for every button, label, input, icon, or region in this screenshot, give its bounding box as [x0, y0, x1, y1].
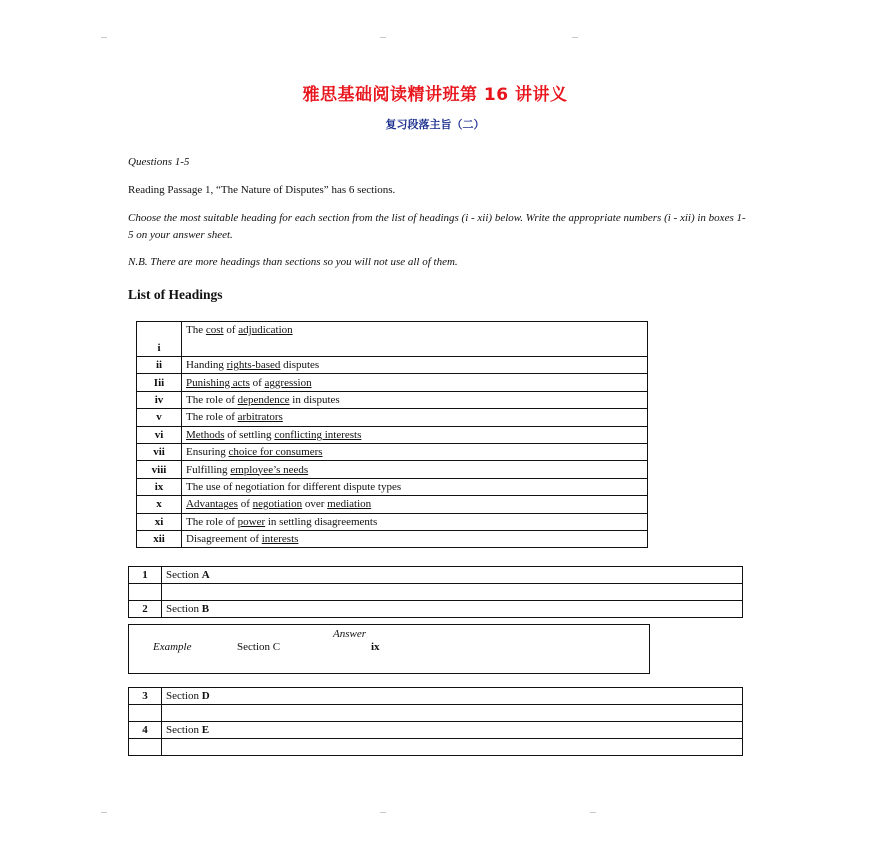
heading-text-segment: Handing: [186, 359, 227, 372]
section-row: [129, 601, 743, 618]
heading-text: [182, 478, 648, 495]
heading-text: [182, 357, 648, 374]
example-box: [128, 624, 650, 674]
heading-number: i: [137, 322, 182, 357]
heading-text-segment: choice for consumers: [228, 446, 323, 459]
heading-text: [182, 461, 648, 478]
heading-text-segment: Advantages: [186, 498, 238, 511]
heading-text-segment: Disagreement of: [186, 533, 262, 546]
section-label: Section B: [162, 601, 743, 618]
heading-number: viii: [137, 461, 182, 478]
heading-number: v: [137, 409, 182, 426]
questions-label: Questions 1-5: [128, 156, 190, 168]
heading-text: [182, 426, 648, 443]
example-answer: ix: [371, 641, 380, 653]
heading-text-segment: in settling disagreements: [265, 515, 378, 528]
heading-row: [137, 409, 648, 426]
heading-row: [137, 374, 648, 391]
heading-text-segment: The role of: [186, 411, 238, 424]
heading-text-segment: Fulfilling: [186, 463, 231, 476]
answer-row: [129, 584, 743, 601]
heading-text-segment: of: [249, 376, 265, 389]
heading-text-segment: disputes: [280, 359, 320, 372]
corner-mark: [101, 37, 107, 38]
answer-row: [129, 705, 743, 722]
heading-text-segment: cost: [205, 324, 224, 336]
answer-cell[interactable]: [162, 705, 743, 722]
heading-text: [182, 374, 648, 391]
heading-number: xi: [137, 513, 182, 530]
corner-mark: [380, 812, 386, 813]
heading-number: vii: [137, 443, 182, 460]
answer-label: Answer: [333, 628, 366, 640]
heading-row: [137, 496, 648, 513]
note: N.B. There are more headings than sections so you will not use all of them.: [128, 256, 458, 268]
corner-mark: [101, 812, 107, 813]
answer-cell[interactable]: [162, 584, 743, 601]
heading-row: [137, 530, 648, 547]
heading-text-segment: adjudication: [238, 324, 293, 336]
heading-text-segment: dependence: [237, 393, 290, 406]
heading-text-segment: arbitrators: [237, 411, 283, 424]
heading-text-segment: negotiation: [252, 498, 303, 511]
section-number: 1: [129, 567, 162, 584]
page-subtitle: 复习段落主旨（二）: [385, 118, 485, 131]
heading-number: vi: [137, 426, 182, 443]
heading-row: [137, 357, 648, 374]
heading-text-segment: interests: [261, 533, 299, 546]
section-number: 4: [129, 722, 162, 739]
heading-number: iv: [137, 391, 182, 408]
example-section: Section C: [237, 641, 281, 653]
heading-text-segment: Ensuring: [186, 446, 229, 459]
heading-text: [182, 496, 648, 513]
heading-row: [137, 322, 648, 357]
heading-row: [137, 513, 648, 530]
answer-cell[interactable]: [162, 739, 743, 756]
heading-row: [137, 443, 648, 460]
heading-text-segment: employee’s needs: [230, 463, 309, 476]
heading-text: [182, 409, 648, 426]
heading-text: [182, 443, 648, 460]
heading-text-segment: The: [186, 324, 206, 336]
passage-intro: Reading Passage 1, “The Nature of Disputes” has 6 sections.: [128, 184, 396, 196]
heading-text: [182, 322, 648, 357]
heading-text-segment: The role of: [186, 393, 238, 406]
list-heading: List of Headings: [128, 287, 223, 302]
heading-number: ii: [137, 357, 182, 374]
heading-row: [137, 391, 648, 408]
heading-text-segment: power: [237, 515, 266, 528]
section-number: 3: [129, 688, 162, 705]
heading-text: [182, 530, 648, 547]
heading-row: [137, 478, 648, 495]
heading-text-segment: of: [223, 324, 239, 336]
section-row: [129, 567, 743, 584]
heading-text-segment: The use of negotiation for different dispute types: [186, 480, 402, 493]
heading-number: ix: [137, 478, 182, 495]
heading-text: [182, 513, 648, 530]
headings-table: [136, 321, 648, 548]
heading-row: [137, 426, 648, 443]
answer-cell-num: [129, 705, 162, 722]
heading-text-segment: The role of: [186, 515, 238, 528]
heading-text-segment: conflicting interests: [274, 428, 362, 441]
corner-mark: [380, 37, 386, 38]
heading-text-segment: Methods: [186, 428, 225, 441]
answer-table-top: [128, 566, 743, 618]
heading-number: x: [137, 496, 182, 513]
heading-number: xii: [137, 530, 182, 547]
instructions: Choose the most suitable heading for each section from the list of headings (i - xii) below. Write the appropriate numbers (i - xii) in boxes 1-5 on your answer sheet.: [128, 212, 746, 241]
corner-mark: [572, 37, 578, 38]
example-label: Example: [153, 641, 192, 653]
heading-text-segment: over: [302, 498, 328, 511]
section-label: Section D: [162, 688, 743, 705]
heading-text: [182, 391, 648, 408]
heading-text-segment: rights-based: [226, 359, 281, 372]
heading-text-segment: of: [237, 498, 253, 511]
section-row: [129, 722, 743, 739]
heading-number: Iii: [137, 374, 182, 391]
heading-text-segment: in disputes: [289, 393, 340, 406]
heading-text-segment: of settling: [224, 428, 275, 441]
section-label: Section A: [162, 567, 743, 584]
heading-text-segment: Punishing acts: [186, 376, 250, 389]
heading-text-segment: aggression: [264, 376, 312, 389]
heading-text-segment: mediation: [327, 498, 372, 511]
answer-cell-num: [129, 739, 162, 756]
corner-mark: [590, 812, 596, 813]
section-row: [129, 688, 743, 705]
section-label: Section E: [162, 722, 743, 739]
heading-row: [137, 461, 648, 478]
answer-cell-num: [129, 584, 162, 601]
answer-row: [129, 739, 743, 756]
answer-table-bottom: [128, 687, 743, 756]
page-title: 雅思基础阅读精讲班第 16 讲讲义: [302, 85, 568, 105]
section-number: 2: [129, 601, 162, 618]
